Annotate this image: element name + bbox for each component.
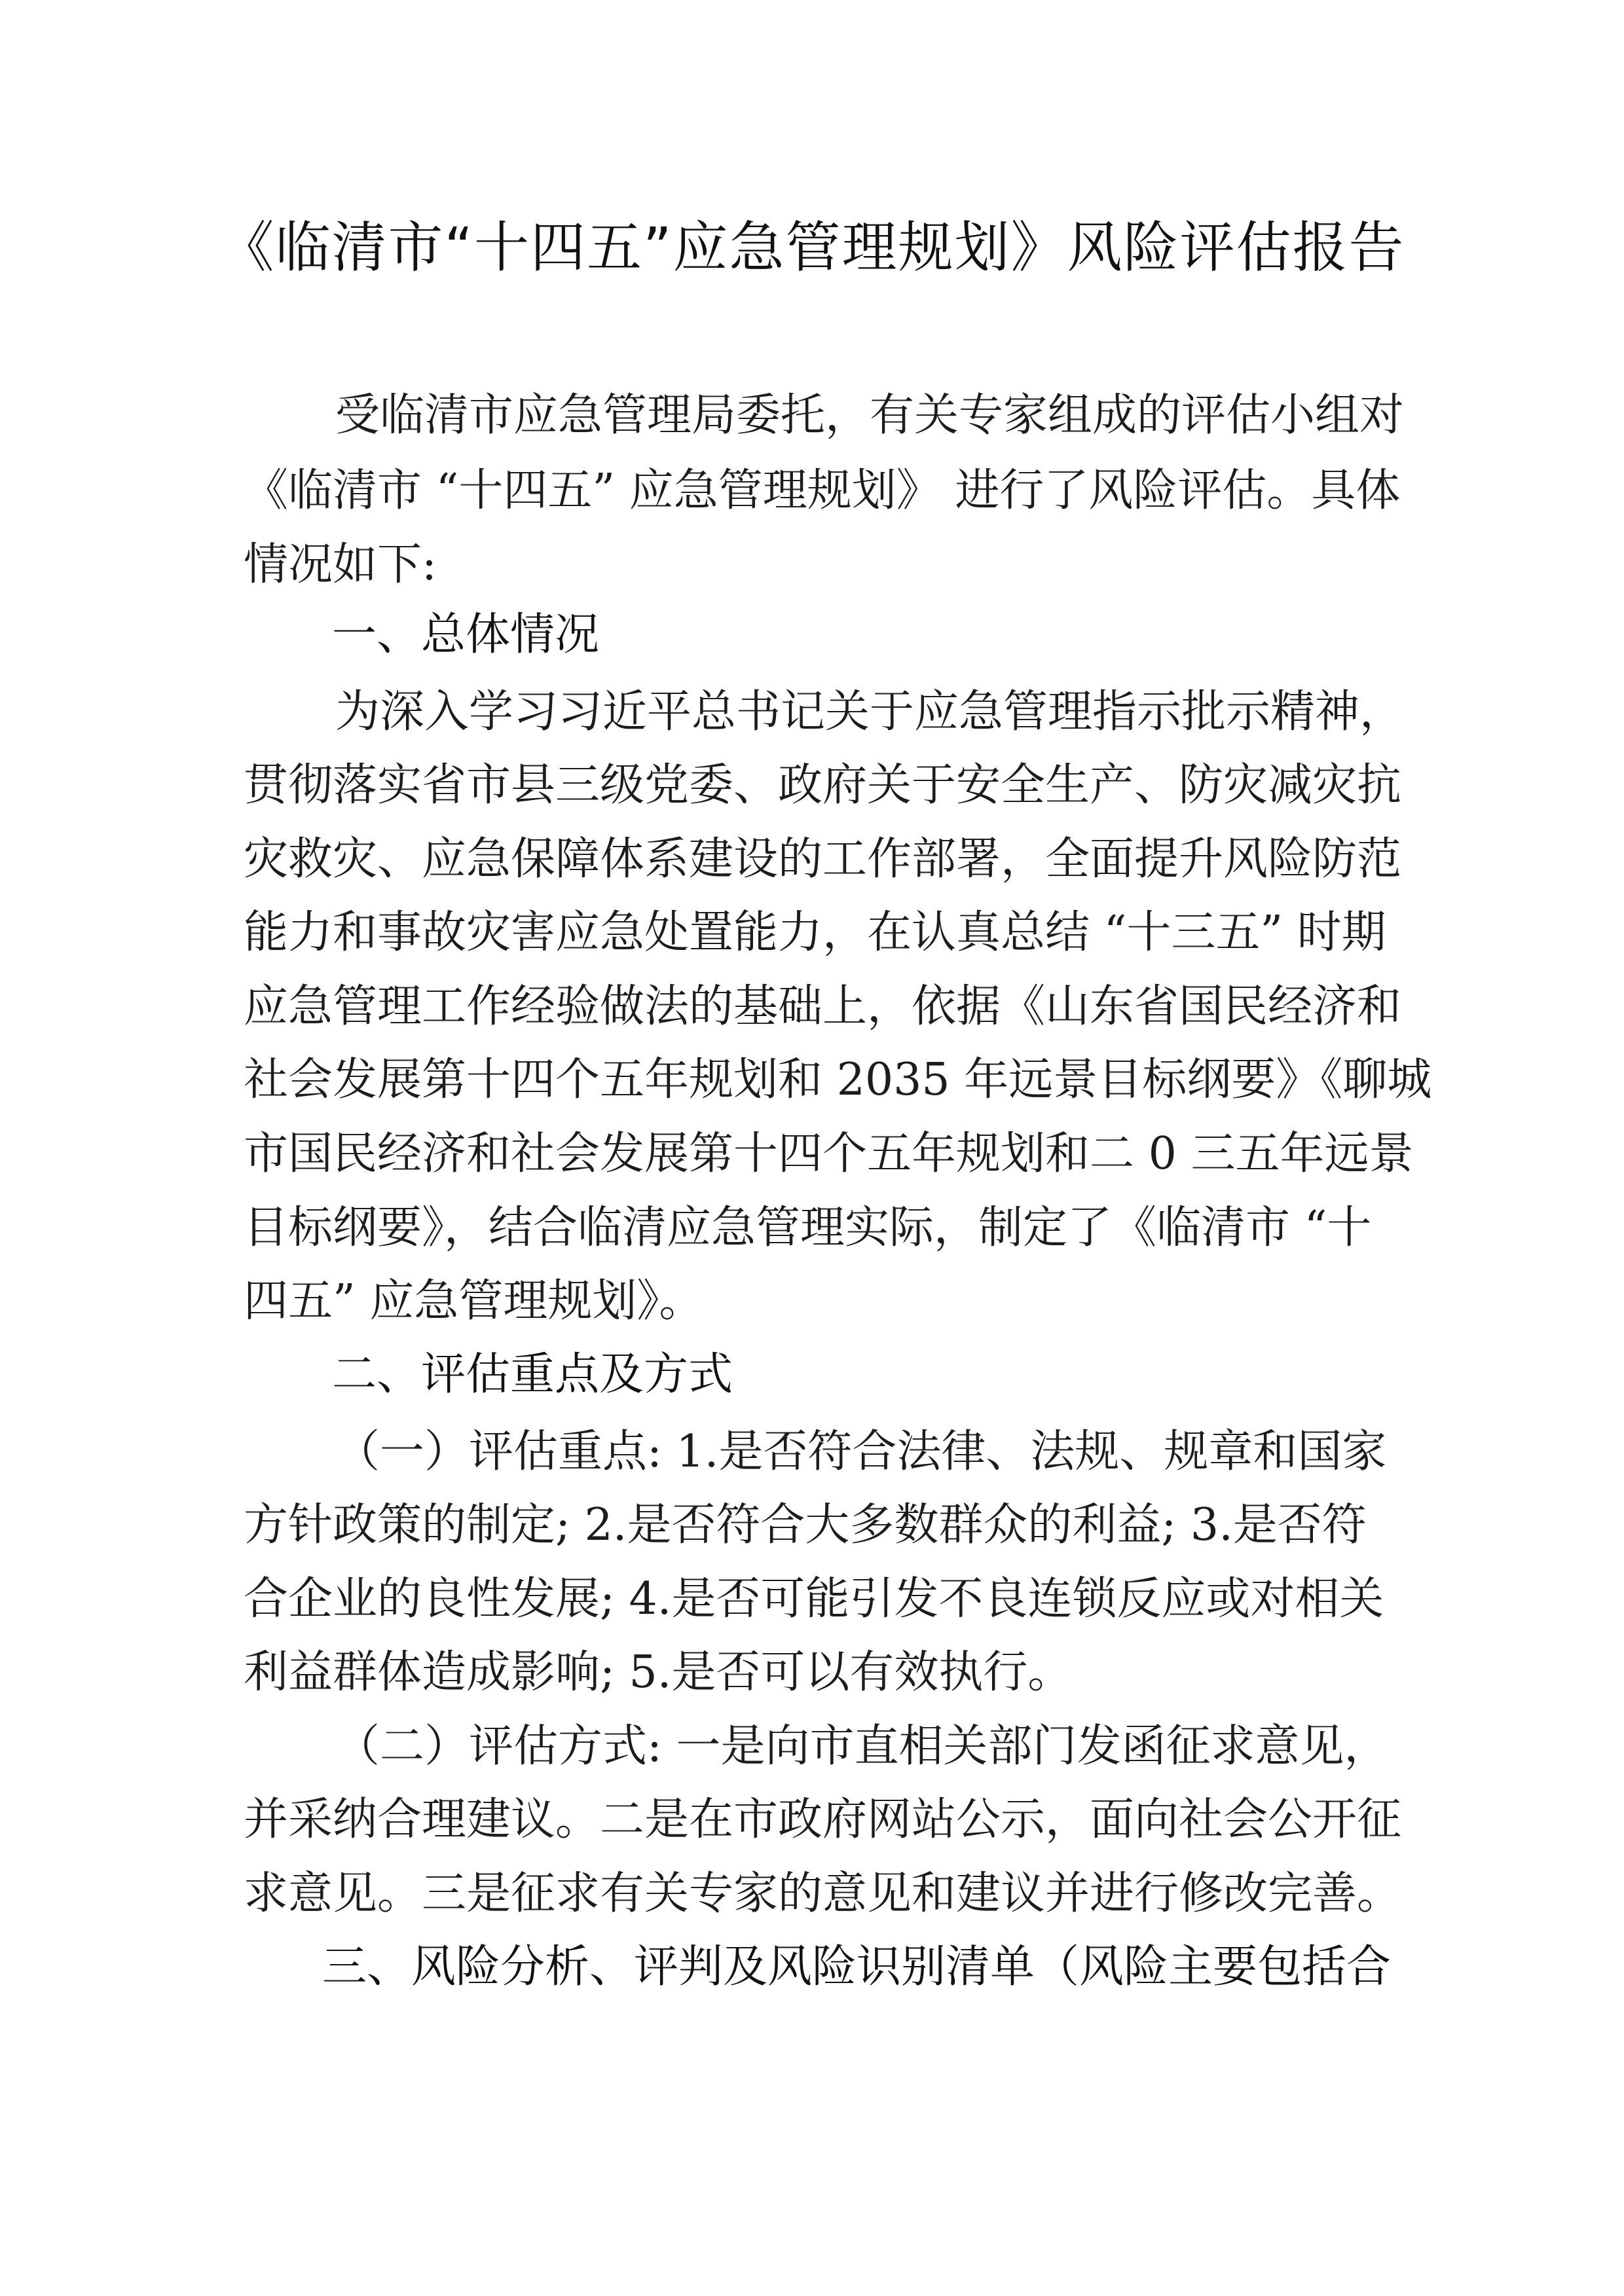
body-line: （一）评估重点: 1.是否符合法律、法规、规章和国家 [335,1426,1387,1478]
body-line: 社会发展第十四个五年规划和 2035 年远景目标纲要》《聊城 [244,1054,1432,1106]
document-title: 《临清市“十四五”应急管理规划》风险评估报告 [219,215,1405,280]
body-line: 方针政策的制定; 2.是否符合大多数群众的利益; 3.是否符 [244,1499,1367,1551]
body-line: 能力和事故灾害应急处置能力，在认真总结 “十三五” 时期 [244,907,1386,958]
body-line: 为深入学习习近平总书记关于应急管理指示批示精神， [335,686,1405,738]
body-line: 灾救灾、应急保障体系建设的工作部署，全面提升风险防范 [244,833,1402,885]
body-line: 利益群体造成影响; 5.是否可以有效执行。 [244,1647,1073,1698]
body-line: 求意见。三是征求有关专家的意见和建议并进行修改完善。 [244,1868,1402,1920]
body-line: 市国民经济和社会发展第十四个五年规划和二 0 三五年远景 [244,1128,1414,1180]
section-heading-risk-analysis: 三、风险分析、评判及风险识别清单（风险主要包括合 [322,1941,1392,1993]
section-heading-overview: 一、总体情况 [332,609,600,661]
body-line: 应急管理工作经验做法的基础上，依据《山东省国民经济和 [244,981,1402,1032]
body-line: 目标纲要》，结合临清应急管理实际，制定了《临清市 “十 [244,1202,1372,1254]
body-line: （二）评估方式: 一是向市直相关部门发函征求意见， [335,1721,1389,1772]
intro-line: 《临清市 “十四五” 应急管理规划》 进行了风险评估。具体 [244,465,1401,517]
intro-line: 情况如下: [244,539,437,591]
intro-line: 受临清市应急管理局委托，有关专家组成的评估小组对 [335,390,1405,441]
section-heading-focus-method: 二、评估重点及方式 [332,1349,733,1400]
body-line: 贯彻落实省市县三级党委、政府关于安全生产、防灾减灾抗 [244,759,1402,811]
body-line: 并采纳合理建议。二是在市政府网站公示，面向社会公开征 [244,1794,1402,1846]
body-line: 四五” 应急管理规划》。 [244,1275,704,1327]
body-line: 合企业的良性发展; 4.是否可能引发不良连锁反应或对相关 [244,1573,1384,1625]
